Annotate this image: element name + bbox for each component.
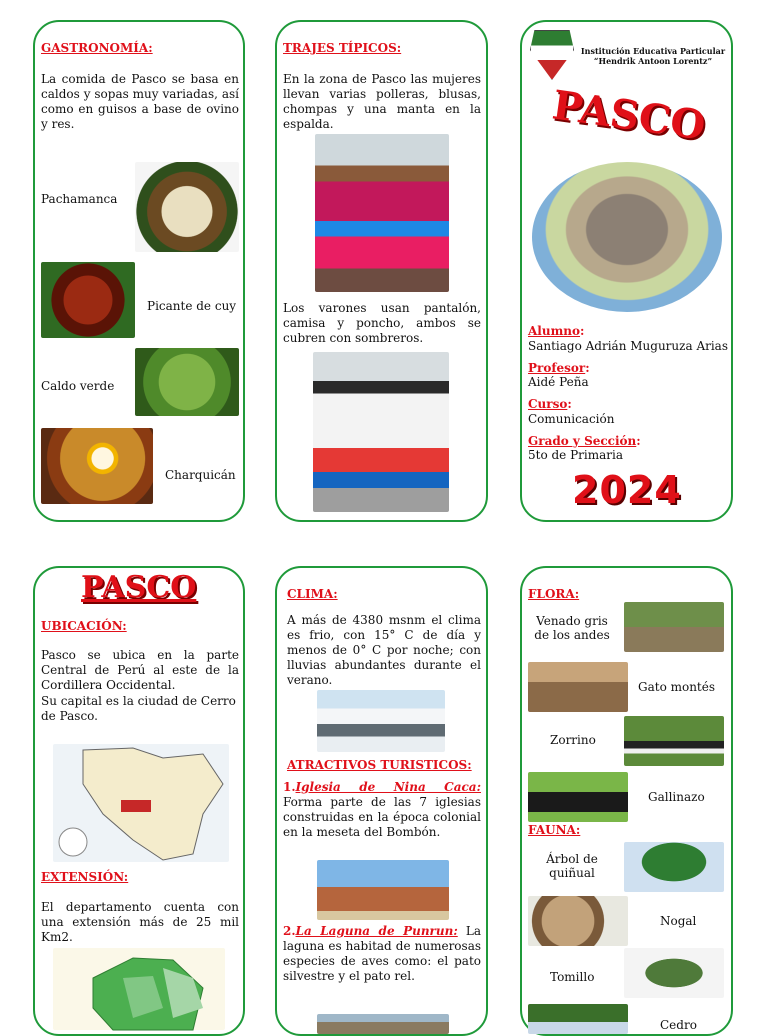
attraction-1-name: Iglesia de Nina Caca:	[295, 780, 481, 794]
nogal-photo	[528, 896, 628, 946]
flora-item-zorrino: Zorrino	[550, 733, 596, 747]
school-crest-logo	[530, 30, 574, 80]
trajes-panel	[275, 20, 488, 522]
school-name-line1: Institución Educativa Particular	[580, 46, 726, 56]
laguna-punrun-photo	[317, 1014, 449, 1034]
fauna-item-cedro: Cedro	[660, 1018, 697, 1032]
flora-item-venado: Venado gris de los andes	[534, 614, 610, 642]
flora-item-gato-montes: Gato montés	[638, 680, 716, 694]
gastronomia-panel	[33, 20, 245, 522]
cover-panel: Institución Educativa Particular “Hendrik Antoon Lorentz” PASCO Alumno: Santiago Adrián Muguruza Arias Profesor: Aidé Peña Curso: Comunicación Grado y Sección: 5to de Primaria 2024	[520, 20, 733, 522]
iglesia-nina-caca-photo	[317, 860, 449, 920]
trajes-men-text: Los varones usan pantalón, camisa y poncho, ambos se cubren con sombreros.	[283, 301, 481, 345]
student-name: Santiago Adrián Muguruza Arias	[528, 339, 728, 353]
attraction-2-number: 2.	[283, 924, 296, 938]
dish-label-charquican: Charquicán	[165, 468, 236, 482]
fauna-item-quinual: Árbol de quiñual	[546, 852, 598, 880]
picante-de-cuy-photo	[41, 262, 135, 338]
grade-label: Grado y Sección	[528, 434, 637, 448]
clima-landscape-photo	[317, 690, 445, 752]
traje-mujer-photo	[315, 134, 449, 292]
grade-name: 5to de Primaria	[528, 448, 624, 462]
capital-text: Su capital es la ciudad de Cerro de Pasco.	[41, 694, 236, 723]
venado-photo	[624, 602, 724, 652]
attraction-2-text: La laguna es habitad de numerosas especies de aves como: el pato silvestre y el pato rel.	[283, 924, 481, 983]
pasco-info-panel	[33, 566, 245, 1036]
stone-forest-photo	[532, 162, 722, 312]
clima-text: A más de 4380 msnm el clima es frio, con 15° C de día y menos de 0° C por noche; con lluvias abundantes durante el verano.	[287, 613, 481, 687]
caldo-verde-photo	[135, 348, 239, 416]
attraction-1-text: Forma parte de las 7 iglesias construidas en la época colonial en la meseta del Bombón.	[283, 795, 481, 839]
quinual-photo	[624, 842, 724, 892]
pasco-region-map	[53, 948, 225, 1030]
course-label: Curso	[528, 397, 568, 411]
student-label: Alumno	[528, 324, 581, 338]
gastronomia-intro: La comida de Pasco se basa en caldos y sopas muy variadas, así como en guisos a base de ovino y res.	[41, 72, 239, 131]
ubicacion-heading: UBICACIÓN:	[41, 619, 127, 633]
attraction-2	[283, 924, 481, 984]
teacher-name: Aidé Peña	[528, 375, 589, 389]
peru-map	[53, 744, 229, 862]
attraction-1	[283, 780, 481, 840]
dish-label-caldo-verde: Caldo verde	[41, 379, 115, 393]
trajes-women-text: En la zona de Pasco las mujeres llevan varias polleras, blusas, chompas y una manta en la espalda.	[283, 72, 481, 131]
zorrino-photo	[624, 716, 724, 766]
gallinazo-photo	[528, 772, 628, 822]
extension-heading: EXTENSIÓN:	[41, 870, 129, 884]
attraction-1-number: 1.	[283, 780, 296, 794]
pachamanca-photo	[135, 162, 239, 252]
fauna-item-nogal: Nogal	[660, 914, 697, 928]
flora-item-gallinazo: Gallinazo	[648, 790, 705, 804]
school-name-line2: “Hendrik Antoon Lorentz”	[593, 56, 713, 66]
dish-label-picante-de-cuy: Picante de cuy	[147, 299, 237, 313]
gato-montes-photo	[528, 662, 628, 712]
cover-year: 2024	[572, 468, 682, 512]
fauna-heading: FAUNA:	[528, 823, 581, 837]
pasco-title: PASCO	[81, 570, 197, 605]
atractivos-heading: ATRACTIVOS TURISTICOS:	[287, 758, 472, 772]
course-name: Comunicación	[528, 412, 615, 426]
attraction-2-name: La Laguna de Punrun:	[295, 924, 458, 938]
flora-heading: FLORA:	[528, 587, 580, 601]
ubicacion-text: Pasco se ubica en la parte Central de Perú al este de la Cordillera Occidental.	[41, 648, 239, 692]
clima-heading: CLIMA:	[287, 587, 338, 601]
cover-title: PASCO	[549, 81, 709, 150]
charquican-photo	[41, 428, 153, 504]
cedro-photo	[528, 1004, 628, 1034]
trajes-heading: TRAJES TÍPICOS:	[283, 41, 402, 55]
traje-varon-photo	[313, 352, 449, 512]
tomillo-photo	[624, 948, 724, 998]
teacher-label: Profesor	[528, 361, 586, 375]
fauna-item-tomillo: Tomillo	[550, 970, 595, 984]
flora-fauna-panel	[520, 566, 733, 1036]
clima-panel	[275, 566, 488, 1036]
extension-text: El departamento cuenta con una extensión más de 25 mil Km2.	[41, 900, 239, 944]
dish-label-pachamanca: Pachamanca	[41, 192, 118, 206]
gastronomia-heading: GASTRONOMÍA:	[41, 41, 153, 55]
